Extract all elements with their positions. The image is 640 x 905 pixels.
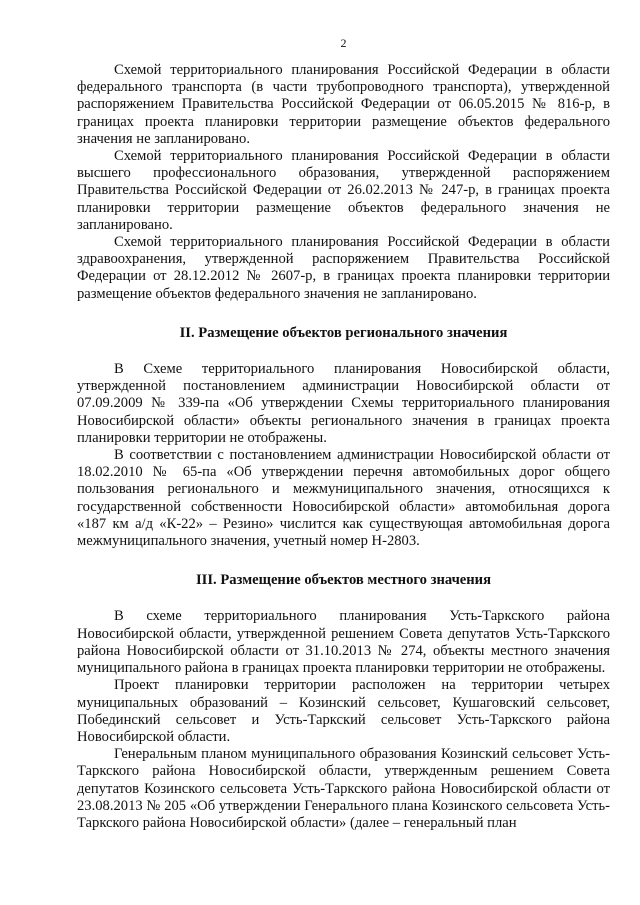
paragraph: Схемой территориального планирования Российской Федерации в области здравоохранения, утвержденной распоряжением Правительства Российской Федерации от 28.12.2012 № 2607-р, в границах проекта планировки территории размещение объектов федерального значения не запланировано. bbox=[77, 234, 610, 302]
section-local bbox=[77, 572, 610, 832]
paragraph: Проект планировки территории расположен на территории четырех муниципальных образований – Козинский сельсовет, Кушаговский сельсовет, Побединский сельсовет и Усть-Таркский сельсовет Усть-Таркского района Новосибирской области. bbox=[77, 677, 610, 745]
document-page bbox=[77, 36, 610, 832]
paragraph: В соответствии с постановлением администрации Новосибирской области от 18.02.2010 № 65-па «Об утверждении перечня автомобильных дорог общего пользования регионального и межмуниципального значения, относящихся к государственной собственности Новосибирской области» автомобильная дорога «187 км а/д «К-22» – Резино» числится как существующая автомобильная дорога межмуниципального значения, учетный номер Н-2803. bbox=[77, 447, 610, 550]
section-federal bbox=[77, 62, 610, 303]
paragraph: Схемой территориального планирования Российской Федерации в области федерального транспорта (в части трубопроводного транспорта), утвержденной распоряжением Правительства Российской Федерации от 06.05.2015 № 816-р, в границах проекта планировки территории размещение объектов федерального значения не запланировано. bbox=[77, 62, 610, 147]
section-regional bbox=[77, 325, 610, 550]
paragraph: Генеральным планом муниципального образования Козинский сельсовет Усть-Таркского района Новосибирской области, утвержденным решением Совета депутатов Козинского сельсовета Усть-Таркского района Новосибирской области от 23.08.2013 № 205 «Об утверждении Генерального плана Козинского сельсовета Усть-Таркского района Новосибирской области» (далее – генеральный план bbox=[77, 746, 610, 831]
page-number: 2 bbox=[340, 36, 347, 50]
section-heading: III. Размещение объектов местного значения bbox=[196, 572, 491, 589]
paragraph: В Схеме территориального планирования Новосибирской области, утвержденной постановлением администрации Новосибирской области от 07.09.2009 № 339-па «Об утверждении Схемы территориального планирования Новосибирской области» объекты регионального значения в границах проекта планировки территории не отображены. bbox=[77, 361, 610, 446]
paragraph: Схемой территориального планирования Российской Федерации в области высшего профессионального образования, утвержденной распоряжением Правительства Российской Федерации от 26.02.2013 № 247-р, в границах проекта планировки территории размещение объектов федерального значения не запланировано. bbox=[77, 148, 610, 233]
paragraph: В схеме территориального планирования Усть-Таркского района Новосибирской области, утвержденной решением Совета депутатов Усть-Таркского района Новосибирской области от 31.10.2013 № 274, объекты местного значения муниципального района в границах проекта планировки территории не отображены. bbox=[77, 608, 610, 677]
section-heading: II. Размещение объектов регионального значения bbox=[179, 324, 508, 341]
